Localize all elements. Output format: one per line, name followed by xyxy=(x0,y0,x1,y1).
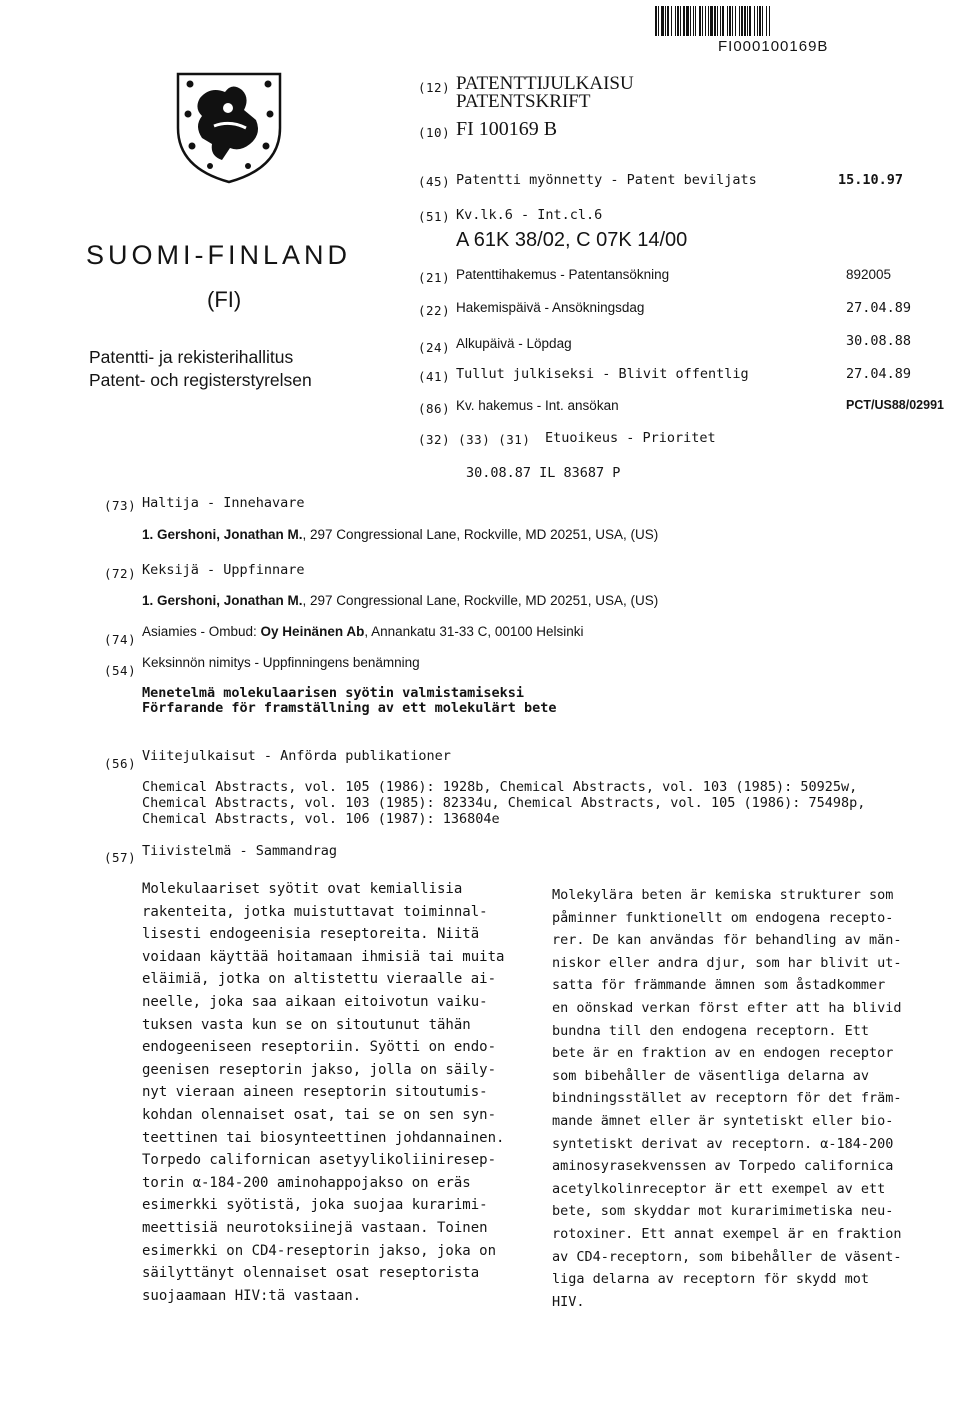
citation-line: Chemical Abstracts, vol. 106 (1987): 136804e xyxy=(142,811,500,827)
inventor-entry xyxy=(142,593,658,608)
citations-label: Viitejulkaisut - Anförda publikationer xyxy=(142,748,451,764)
inventor-address: , 297 Congressional Lane, Rockville, MD 20251, USA, (US) xyxy=(302,593,659,608)
pub-number-code: (10) xyxy=(418,125,451,140)
abstract-line: eläimiä, jotka on altistettu vieraalle ai- xyxy=(142,971,497,988)
inventor-code: (72) xyxy=(104,566,137,581)
granted-label: Patentti myönnetty - Patent beviljats xyxy=(456,172,757,188)
appno-value: 892005 xyxy=(846,267,892,282)
public-label: Tullut julkiseksi - Blivit offentlig xyxy=(456,366,749,382)
abstract-line: meettisiä neurotoksiinejä vastaan. Toinen xyxy=(142,1219,488,1236)
granted-date: 15.10.97 xyxy=(838,172,904,188)
class-value: A 61K 38/02, C 07K 14/00 xyxy=(456,229,688,251)
coat-of-arms-icon xyxy=(170,68,288,186)
abstract-code: (57) xyxy=(104,850,137,865)
abstract-line: satta för främmande ämnen som åstadkommer xyxy=(552,977,886,994)
abstract-line: bete är en fraktion av en endogen receptor xyxy=(552,1045,894,1062)
holder-address: , 297 Congressional Lane, Rockville, MD 20251, USA, (US) xyxy=(302,527,659,542)
granted-code: (45) xyxy=(418,174,451,189)
abstract-line: mande ämnet eller är syntetiskt eller bio- xyxy=(552,1112,894,1129)
priority-value: 30.08.87 IL 83687 P xyxy=(466,465,621,481)
filed-label: Hakemispäivä - Ansökningsdag xyxy=(456,300,645,315)
abstract-line: av CD4-receptorn, som bibehåller de väsent- xyxy=(552,1248,902,1265)
abstract-line: syntetiskt derivat av receptorn. α-184-200 xyxy=(552,1135,894,1152)
holder-code: (73) xyxy=(104,498,137,513)
class-code: (51) xyxy=(418,209,451,224)
citation-line: Chemical Abstracts, vol. 105 (1986): 1928b, Chemical Abstracts, vol. 103 (1985): 50925w, xyxy=(142,779,858,795)
abstract-line: neelle, joka saa aikaan eitoivotun vaiku- xyxy=(142,993,488,1010)
abstract-line: säilyttänyt olennaiset osat reseptorista xyxy=(142,1265,480,1282)
abstract-line: esimerkki on CD4-reseptorin jakso, joka on xyxy=(142,1242,497,1259)
abstract-line: suojaamaan HIV:tä vastaan. xyxy=(142,1287,362,1304)
abstract-line: tuksen vasta kun se on sitoutunut tähän xyxy=(142,1016,471,1033)
appno-label: Patenttihakemus - Patentansökning xyxy=(456,267,670,282)
start-value: 30.08.88 xyxy=(846,333,912,349)
holder-label: Haltija - Innehavare xyxy=(142,495,305,511)
start-label: Alkupäivä - Löpdag xyxy=(456,336,572,351)
abstract-line: Molekylära beten är kemiska strukturer som xyxy=(552,887,894,903)
class-label: Kv.lk.6 - Int.cl.6 xyxy=(456,207,603,223)
abstract-fi xyxy=(142,878,504,1307)
abstract-line: Torpedo californican asetyylikoliinireseр- xyxy=(142,1152,497,1169)
office-name-fi: Patentti- ja rekisterihallitus xyxy=(89,347,294,367)
barcode xyxy=(655,6,910,36)
title-code: (54) xyxy=(104,663,137,678)
inventor-label: Keksijä - Uppfinnare xyxy=(142,562,305,578)
abstract-line: endogeeniseen reseptoriin. Syötti on endo- xyxy=(142,1039,497,1056)
abstract-line: acetylkolinreceptor är ett exempel av ett xyxy=(552,1180,886,1197)
priority-code: (32) (33) (31) xyxy=(418,432,531,447)
abstract-line: Molekulaariset syötit ovat kemiallisia xyxy=(142,881,463,897)
abstract-line: HIV. xyxy=(552,1293,585,1310)
public-value: 27.04.89 xyxy=(846,366,912,382)
abstract-line: bundna till den endogena receptorn. Ett xyxy=(552,1022,869,1039)
title-sv: Förfarande för framställning av ett molekulärt bete xyxy=(142,700,557,716)
holder-name: 1. Gershoni, Jonathan M. xyxy=(142,527,303,542)
title-fi: Menetelmä molekulaarisen syötin valmistamiseksi xyxy=(142,685,525,701)
barcode-number: FI000100169B xyxy=(718,38,829,55)
abstract-line: geenisen reseptorin jakso, jolla on säily- xyxy=(142,1061,497,1078)
publication-number: FI 100169 B xyxy=(456,118,558,140)
agent-label: Asiamies - Ombud: xyxy=(142,624,261,639)
abstract-line: som bibehåller de väsentliga delarna av xyxy=(552,1067,869,1084)
abstract-line: bindningsstället av receptorn för det främ- xyxy=(552,1090,902,1107)
title-label: Keksinnön nimitys - Uppfinningens benämning xyxy=(142,655,420,670)
abstract-line: bete, som skyddar mot kurarimimetiska neu- xyxy=(552,1203,894,1220)
abstract-line: kohdan olennaiset osat, tai se on sen syn- xyxy=(142,1106,497,1123)
citations-code: (56) xyxy=(104,756,137,771)
abstract-line: rotoxiner. Ett annat exempel är en fraktion xyxy=(552,1225,902,1242)
country-code: (FI) xyxy=(207,287,242,312)
abstract-line: rakenteita, jotka muistuttavat toiminnal- xyxy=(142,903,488,920)
office-name-sv: Patent- och registerstyrelsen xyxy=(89,370,312,390)
abstract-line: påminner funktionellt om endogena recepto- xyxy=(552,909,894,926)
inventor-name: 1. Gershoni, Jonathan M. xyxy=(142,593,303,608)
intl-label: Kv. hakemus - Int. ansökan xyxy=(456,398,619,413)
agent-code: (74) xyxy=(104,632,137,647)
abstract-label: Tiivistelmä - Sammandrag xyxy=(142,843,338,859)
agent-entry xyxy=(142,624,583,639)
intl-value: PCT/US88/02991 xyxy=(846,398,944,412)
start-code: (24) xyxy=(418,340,451,355)
abstract-line: torin α-184-200 aminohappojakso on eräs xyxy=(142,1174,471,1191)
doc-type-code: (12) xyxy=(418,80,451,95)
holder-entry xyxy=(142,527,658,542)
agent-address: , Annankatu 31-33 C, 00100 Helsinki xyxy=(364,624,584,639)
doc-type-sv: PATENTSKRIFT xyxy=(456,91,591,112)
abstract-line: teettinen tai biosynteettinen johdannainen. xyxy=(142,1129,505,1146)
country-name: SUOMI-FINLAND xyxy=(86,240,352,270)
abstract-sv xyxy=(552,884,902,1313)
intl-code: (86) xyxy=(418,401,451,416)
filed-value: 27.04.89 xyxy=(846,300,912,316)
abstract-line: esimerkki syötistä, joka suojaa kurarimi- xyxy=(142,1197,488,1214)
citation-line: Chemical Abstracts, vol. 103 (1985): 82334u, Chemical Abstracts, vol. 105 (1986): 75498p, xyxy=(142,795,866,811)
abstract-line: lisesti endogeenisia reseptoreita. Niitä xyxy=(142,926,480,943)
priority-label: Etuoikeus - Prioritet xyxy=(545,430,716,446)
abstract-line: niskor eller andra djur, som har blivit ut- xyxy=(552,954,902,971)
agent-name: Oy Heinänen Ab xyxy=(260,624,365,639)
abstract-line: nyt vieraan aineen reseptorin sitoutumis- xyxy=(142,1084,488,1101)
abstract-line: rer. De kan användas för behandling av män- xyxy=(552,932,902,949)
doc-type-fi: PATENTTIJULKAISU xyxy=(456,73,634,94)
abstract-line: en oönskad verkan först efter att ha blivid xyxy=(552,999,902,1016)
appno-code: (21) xyxy=(418,270,451,285)
filed-code: (22) xyxy=(418,303,451,318)
abstract-line: liga delarna av receptorn för skydd mot xyxy=(552,1271,869,1288)
public-code: (41) xyxy=(418,369,451,384)
abstract-line: aminosyrasekvenssen av Torpedo californica xyxy=(552,1158,894,1175)
abstract-line: voidaan käyttää hoitamaan ihmisiä tai muita xyxy=(142,948,505,965)
